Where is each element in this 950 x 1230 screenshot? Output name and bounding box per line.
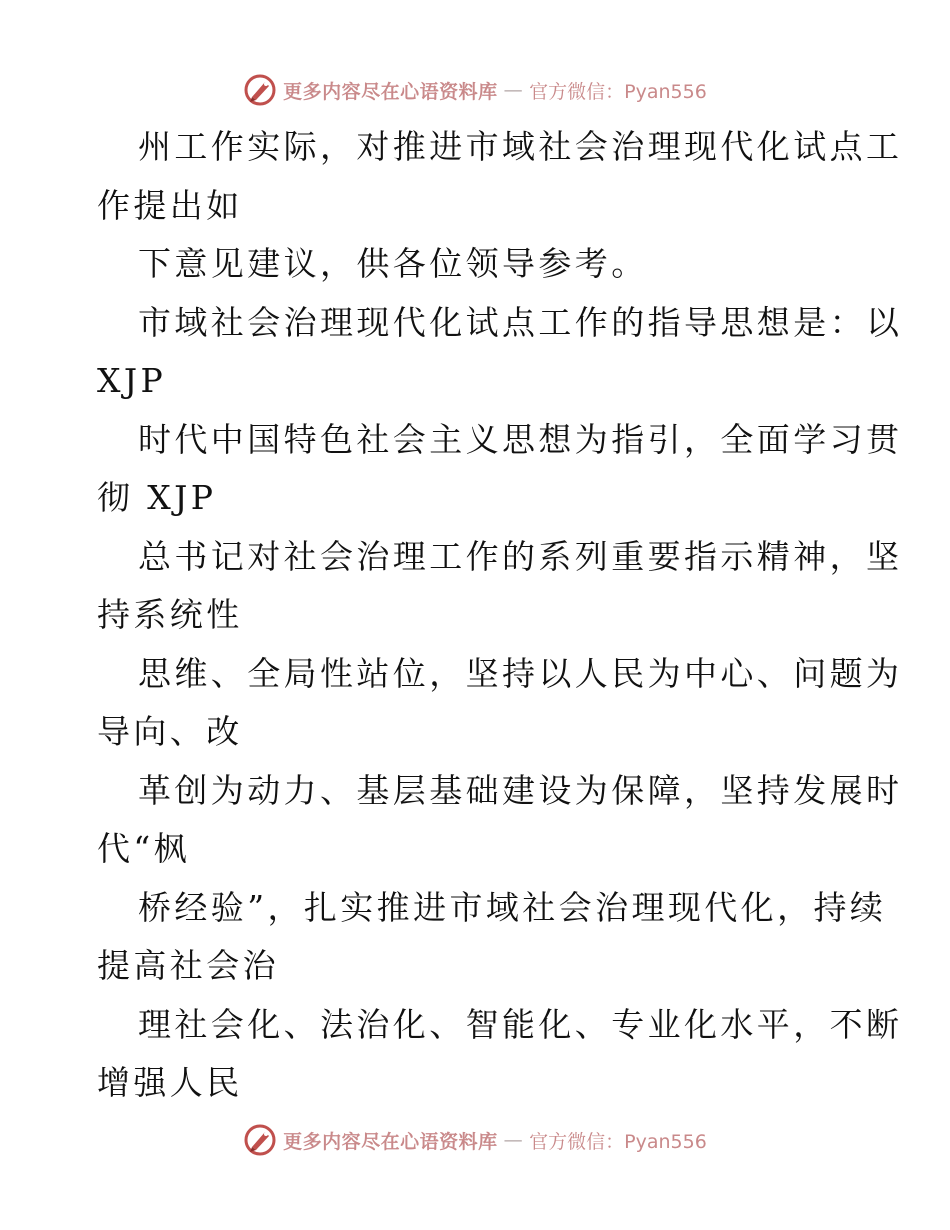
pen-logo-icon xyxy=(243,73,277,107)
footer-banner xyxy=(0,1122,950,1158)
body-line: 时代中国特色社会主义思想为指引，全面学习贯 xyxy=(138,419,903,459)
body-line: 桥经验”，扎实推进市域社会治理现代化，持续 xyxy=(138,887,887,927)
footer-banner-separator: — xyxy=(503,1129,524,1151)
body-line: 增强人民 xyxy=(97,1063,243,1102)
body-line: 导向、改 xyxy=(97,712,243,751)
body-line: 理社会化、法治化、智能化、专业化水平，不断 xyxy=(138,1004,903,1044)
body-line: 提高社会治 xyxy=(97,946,279,985)
body-line: 革创为动力、基层基础建设为保障，坚持发展时 xyxy=(138,770,903,810)
body-line: 彻 XJP xyxy=(97,478,217,517)
body-line: 持系统性 xyxy=(97,595,243,634)
body-line: 作提出如 xyxy=(97,185,243,225)
body-line: 思维、全局性站位，坚持以人民为中心、问题为 xyxy=(138,653,903,693)
document-body xyxy=(97,118,903,1113)
header-banner-separator: — xyxy=(503,79,524,101)
body-line: 代“枫 xyxy=(97,829,191,868)
body-line: 市域社会治理现代化试点工作的指导思想是：以 xyxy=(138,302,903,342)
header-banner-text: 更多内容尽在心语资料库 xyxy=(283,80,498,103)
header-banner xyxy=(0,72,950,108)
body-line: 州工作实际，对推进市域社会治理现代化试点工 xyxy=(138,127,903,166)
footer-banner-text: 更多内容尽在心语资料库 xyxy=(283,1130,498,1153)
body-line: 总书记对社会治理工作的系列重要指示精神，坚 xyxy=(138,536,903,576)
header-banner-contact: 官方微信：Pyan556 xyxy=(529,80,707,103)
footer-banner-contact: 官方微信：Pyan556 xyxy=(529,1130,707,1153)
body-line: XJP xyxy=(97,361,167,400)
body-line: 下意见建议，供各位领导参考。 xyxy=(138,244,648,283)
pen-logo-icon xyxy=(243,1123,277,1157)
